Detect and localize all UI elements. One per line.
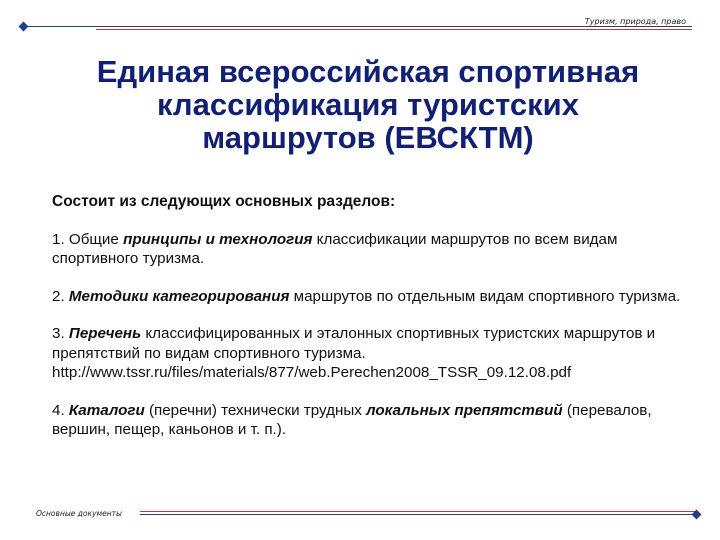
item-number: 2. — [52, 287, 65, 305]
item-number: 3. — [52, 325, 65, 342]
intro-text: Состоит из следующих основных разделов: — [52, 193, 396, 210]
list-item-3 — [52, 324, 692, 383]
header-note: Туризм, природа, право — [584, 17, 686, 26]
footer-rule — [140, 514, 696, 515]
slide-title-line-1: Единая всероссийская спортивная — [96, 54, 640, 89]
footer-rule-accent — [140, 511, 696, 512]
item-text: Общие — [64, 230, 124, 248]
header-rule — [24, 26, 692, 27]
footer-rule-diamond — [692, 510, 702, 520]
footer-note: Основные документы — [36, 509, 122, 518]
item-text: классификации маршрутов по всем видам спортивного туризма. — [52, 230, 618, 267]
item-number: 4. — [52, 401, 65, 419]
list-item-4 — [52, 401, 692, 440]
item-number: 1. — [52, 230, 65, 248]
item-emphasis: Методики категорирования — [68, 287, 290, 305]
slide-title-line-3: маршрутов (ЕВСКТМ) — [202, 120, 534, 155]
item-emphasis: принципы и технология — [123, 230, 313, 248]
item-emphasis: Перечень — [68, 325, 142, 342]
item-text: (перечни) технически трудных — [144, 401, 367, 419]
header-rule-accent — [96, 29, 692, 30]
item-emphasis: Каталоги — [68, 401, 145, 419]
item-text: (перевалов, вершин, пещер, каньонов и т. п.). — [52, 401, 652, 438]
slide-body — [52, 192, 692, 458]
document-link[interactable]: http://www.tssr.ru/files/materials/877/web.Perechen2008_TSSR_09.12.08.pdf — [52, 364, 572, 381]
item-text: маршрутов по отдельным видам спортивного туризма. — [289, 287, 681, 305]
list-item-2 — [52, 287, 692, 307]
item-emphasis: локальных препятствий — [366, 401, 563, 419]
item-text: классифицированных и эталонных спортивных туристских маршрутов и препятствий по видам спортивного туризма. — [52, 325, 656, 362]
slide-title-line-2: классификация туристских — [157, 87, 579, 122]
slide-title — [36, 55, 700, 154]
list-item-1 — [52, 230, 692, 269]
